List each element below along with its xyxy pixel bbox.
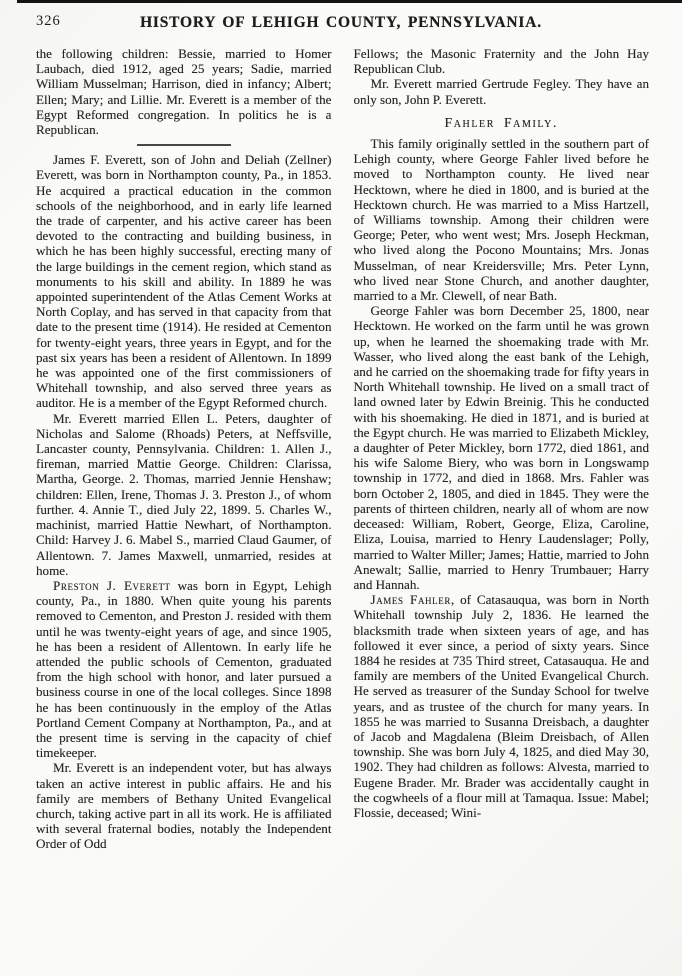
- paragraph: [354, 592, 650, 820]
- running-title: HISTORY OF LEHIGH COUNTY, PENNSYLVANIA.: [140, 14, 542, 31]
- two-column-text-block: [0, 40, 682, 852]
- paragraph: Mr. Everett is an independent voter, but has always taken an active interest in public affairs. He and his family are members of Bethany United Evangelical church, taking active part in all its work. He is affiliated with several fraternal bodies, notably the Independent Order of Odd: [36, 760, 332, 852]
- person-name-lead: James Fahler: [370, 592, 451, 608]
- person-name-lead: Preston J. Everett: [53, 577, 171, 593]
- paragraph-continuation: Fellows; the Masonic Fraternity and the John Hay Republican Club.: [353, 46, 649, 77]
- paragraph: Mr. Everett married Gertrude Fegley. They have an only son, John P. Everett.: [353, 76, 649, 107]
- right-column: [354, 46, 650, 852]
- paragraph: [36, 578, 332, 760]
- paragraph: Mr. Everett married Ellen L. Peters, daughter of Nicholas and Salome (Rhoads) Peters, at Neffsville, Lancaster county, Pennsylvania. Children: 1. Allen J., fireman, married Mattie George. Children: Clarissa, Martha, George. 2. Thomas, married Jennie Henshaw; children: Ellen, Irene, Thomas J. 3. Preston J., of whom further. 4. Annie T., died July 22, 1899. 5. Charles W., machinist, married Hattie Newhart, of Northampton. Child: Harvey J. 6. Mabel S., married Claud Gaumer, of Allentown. 7. James Maxwell, unmarried, resides at home.: [36, 410, 332, 578]
- left-column: [36, 46, 332, 852]
- section-divider-rule: [137, 144, 231, 146]
- paragraph-continuation: the following children: Bessie, married to Homer Laubach, died 1912, aged 25 years; Sadie, married William Musselman; Harrison, died in infancy; Albert; Ellen; Mary; and Lillie. Mr. Everett is a member of the Egypt Reformed congregation. In politics he is a Republican.: [36, 46, 332, 138]
- page-number: 326: [36, 13, 61, 29]
- section-heading: Fahler Family.: [444, 114, 558, 130]
- paragraph: George Fahler was born December 25, 1800, near Hecktown. He worked on the farm until he was grown up, when he learned the shoemaking trade with Mr. Wasser, who lived along the east bank of the Lehigh, and he carried on the shoemaking trade for fifty years in North Whitehall township. He lived on a small tract of land owned later by Edwin Breinig. This he conducted with his shoemaking. He died in 1871, and is buried at the Egypt church. He was married to Elizabeth Mickley, a daughter of Peter Mickley, born 1772, died 1861, and his wife Salome Biery, who was born in Longswamp township in 1772, and died in 1868. Mrs. Fahler was born October 2, 1805, and died in 1845. They were the parents of thirteen children, nearly all of whom are now deceased: William, Robert, George, Eliza, Caroline, Eliza, Louisa, married to Henry Laudenslager; Polly, married to Walter Miller; James; Hattie, married to John Anewalt; Sallie, married to Henry Trumbauer; Harry and Hannah.: [353, 303, 649, 592]
- page-header: [0, 0, 682, 40]
- paragraph: This family originally settled in the southern part of Lehigh county, where George Fahler lived before he moved to Northampton county. He lived near Hecktown, where he died in 1800, and is buried at the Hecktown church. He was married to a Miss Hartzell, of Williams township. Among their children were George; Peter, who went west; Mrs. Joseph Heckman, who lived along the Pocono Mountains; Mrs. Jonas Musselman, of near Kreidersville; Mrs. Peter Lynn, who lived near Stone Church, and another daughter, married to a Mr. Clewell, of near Bath.: [353, 136, 649, 304]
- paragraph-text: was born in Egypt, Lehigh county, Pa., in 1880. When quite young his parents removed to Cementon, and Preston J. resided with them until he was twenty-eight years of age, and since 1905, he has been a resident of Allentown. In early life he attended the public schools of Cementon, graduated from the high school with honor, and later pursued a business course in one of the local colleges. Since 1898 he has been continuously in the employ of the Atlas Portland Cement Company at Northampton, Pa., and at the present time is serving in the capacity of chief timekeeper.: [36, 577, 332, 761]
- paragraph-text: , of Catasauqua, was born in North Whitehall township July 2, 1836. He learned the blacksmith trade when sixteen years of age, and has followed it ever since, a period of sixty years. Since 1884 he resides at 735 Third street, Catasauqua. He and family are members of the United Evangelical Church. He served as treasurer of the Sunday School for twelve years, and as trustee of the church for many years. In 1855 he was married to Susanna Dreisbach, a daughter of Jacob and Magdalena (Bleim Dreisbach, of Allen township. She was born July 4, 1825, and died May 30, 1902. They had children as follows: Alvesta, married to Eugene Brader. Mr. Brader was accidentally caught in the cogwheels of a flour mill at Tamaqua. Issue: Mabel; Flossie, deceased; Wini-: [353, 592, 650, 820]
- paragraph: James F. Everett, son of John and Deliah (Zellner) Everett, was born in Northampton county, Pa., in 1853. He acquired a practical education in the common schools of the neighborhood, and in early life learned the trade of carpenter, and his active career has been devoted to the contracting and building business, in which he has been highly successful, erecting many of the large buildings in the cement region, which stand as monuments to his skill and ability. In 1889 he was appointed superintendent of the Atlas Cement Works at North Coplay, and has served in that capacity from that date to the present time (1914). He resided at Cementon for twenty-eight years, three years in Egypt, and for the past six years has been a resident of Allentown. In 1899 he was appointed one of the first commissioners of Whitehall township, and also served three years as auditor. He is a member of the Egypt Reformed church.: [36, 152, 332, 411]
